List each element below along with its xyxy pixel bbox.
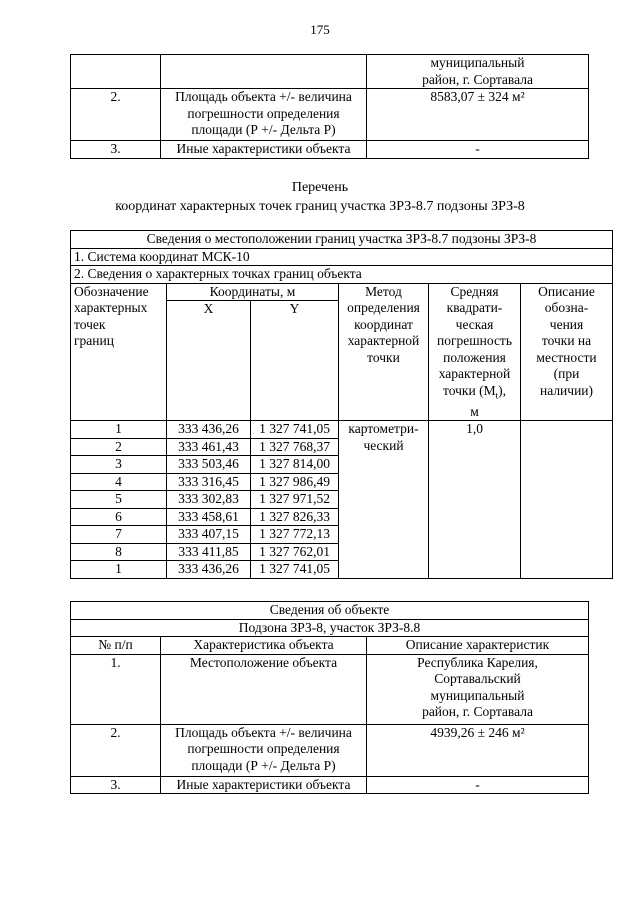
table-row bbox=[71, 231, 613, 249]
description-header: Описание обозна- чения точки на местности (при наличии) bbox=[521, 283, 613, 421]
coordinates-header: Координаты, м bbox=[167, 283, 339, 301]
point-number: 2 bbox=[71, 438, 167, 456]
page-number: 175 bbox=[310, 22, 330, 37]
name-header: Характеристика объекта bbox=[161, 637, 367, 655]
coord-x: 333 436,26 bbox=[167, 561, 251, 579]
coord-x: 333 411,85 bbox=[167, 543, 251, 561]
characteristic-value: 4939,26 ± 246 м² bbox=[367, 724, 589, 776]
coord-y: 1 327 768,37 bbox=[251, 438, 339, 456]
table-row bbox=[71, 776, 589, 794]
header-row bbox=[71, 283, 613, 301]
row-number: 2. bbox=[71, 89, 161, 141]
point-number: 3 bbox=[71, 456, 167, 474]
header-row bbox=[71, 637, 589, 655]
characteristic-name: Местоположение объекта bbox=[161, 654, 367, 724]
description-value bbox=[521, 421, 613, 579]
accuracy-header-end: ), м bbox=[470, 382, 506, 419]
coordinates-table bbox=[70, 230, 613, 579]
table-row bbox=[71, 89, 589, 141]
point-number: 8 bbox=[71, 543, 167, 561]
points-section-title: 2. Сведения о характерных точках границ объекта bbox=[71, 266, 613, 284]
method-header: Метод определения координат характерной точки bbox=[339, 283, 429, 421]
coord-x: 333 407,15 bbox=[167, 526, 251, 544]
coord-y: 1 327 826,33 bbox=[251, 508, 339, 526]
coord-x: 333 458,61 bbox=[167, 508, 251, 526]
row-number: 1. bbox=[71, 654, 161, 724]
point-number: 4 bbox=[71, 473, 167, 491]
coord-x: 333 503,46 bbox=[167, 456, 251, 474]
list-heading-subtitle: координат характерных точек границ участка ЗРЗ-8.7 подзоны ЗРЗ-8 bbox=[115, 199, 525, 214]
point-number: 6 bbox=[71, 508, 167, 526]
characteristic-name: Площадь объекта +/- величина погрешности определения площади (Р +/- Дельта Р) bbox=[161, 724, 367, 776]
coord-y: 1 327 971,52 bbox=[251, 491, 339, 509]
characteristic-name: Площадь объекта +/- величина погрешности определения площади (Р +/- Дельта Р) bbox=[161, 89, 367, 141]
coord-y: 1 327 772,13 bbox=[251, 526, 339, 544]
x-header: X bbox=[167, 301, 251, 421]
table-row bbox=[71, 602, 589, 620]
coord-y: 1 327 741,05 bbox=[251, 561, 339, 579]
object-info-title: Сведения об объекте bbox=[71, 602, 589, 620]
table-row bbox=[71, 248, 613, 266]
coordinate-system: 1. Система координат МСК-10 bbox=[71, 248, 613, 266]
row-number: 2. bbox=[71, 724, 161, 776]
table-row bbox=[71, 654, 589, 724]
list-heading-title: Перечень bbox=[291, 180, 349, 195]
num-header: № п/п bbox=[71, 637, 161, 655]
value-header: Описание характеристик bbox=[367, 637, 589, 655]
y-header: Y bbox=[251, 301, 339, 421]
table-row bbox=[71, 141, 589, 159]
characteristic-value: - bbox=[367, 776, 589, 794]
point-number: 1 bbox=[71, 421, 167, 439]
table-row bbox=[71, 724, 589, 776]
row-number bbox=[71, 55, 161, 89]
coord-x: 333 316,45 bbox=[167, 473, 251, 491]
object-info-table bbox=[70, 601, 589, 794]
object-info-subtitle: Подзона ЗРЗ-8, участок ЗРЗ-8.8 bbox=[71, 619, 589, 637]
table-row bbox=[71, 421, 613, 439]
point-number: 1 bbox=[71, 561, 167, 579]
coord-x: 333 302,83 bbox=[167, 491, 251, 509]
accuracy-header-text: Средняя квадрати- ческая погрешность положения характерной точки (M bbox=[436, 283, 512, 398]
characteristic-value: Республика Карелия, Сортавальский муниципальный район, г. Сортавала bbox=[367, 654, 589, 724]
point-number: 5 bbox=[71, 491, 167, 509]
table-row bbox=[71, 619, 589, 637]
characteristic-value: - bbox=[367, 141, 589, 159]
characteristic-name: Иные характеристики объекта bbox=[161, 776, 367, 794]
coordinates-table-title: Сведения о местоположении границ участка ЗРЗ-8.7 подзоны ЗРЗ-8 bbox=[71, 231, 613, 249]
coord-y: 1 327 814,00 bbox=[251, 456, 339, 474]
characteristic-value: 8583,07 ± 324 м² bbox=[367, 89, 589, 141]
characteristic-value: муниципальный район, г. Сортавала bbox=[367, 55, 589, 89]
characteristic-name bbox=[161, 55, 367, 89]
accuracy-header bbox=[429, 283, 521, 421]
coord-x: 333 436,26 bbox=[167, 421, 251, 439]
designation-header: Обозначение характерных точек границ bbox=[71, 283, 167, 421]
row-number: 3. bbox=[71, 776, 161, 794]
object-info-table-continued bbox=[70, 54, 589, 159]
row-number: 3. bbox=[71, 141, 161, 159]
table-row bbox=[71, 266, 613, 284]
coord-y: 1 327 762,01 bbox=[251, 543, 339, 561]
coord-y: 1 327 741,05 bbox=[251, 421, 339, 439]
characteristic-name: Иные характеристики объекта bbox=[161, 141, 367, 159]
accuracy-value: 1,0 bbox=[429, 421, 521, 579]
point-number: 7 bbox=[71, 526, 167, 544]
accuracy-subscript: t bbox=[495, 390, 499, 401]
table-row bbox=[71, 55, 589, 89]
coord-y: 1 327 986,49 bbox=[251, 473, 339, 491]
method-value: картометри- ческий bbox=[339, 421, 429, 579]
coord-x: 333 461,43 bbox=[167, 438, 251, 456]
